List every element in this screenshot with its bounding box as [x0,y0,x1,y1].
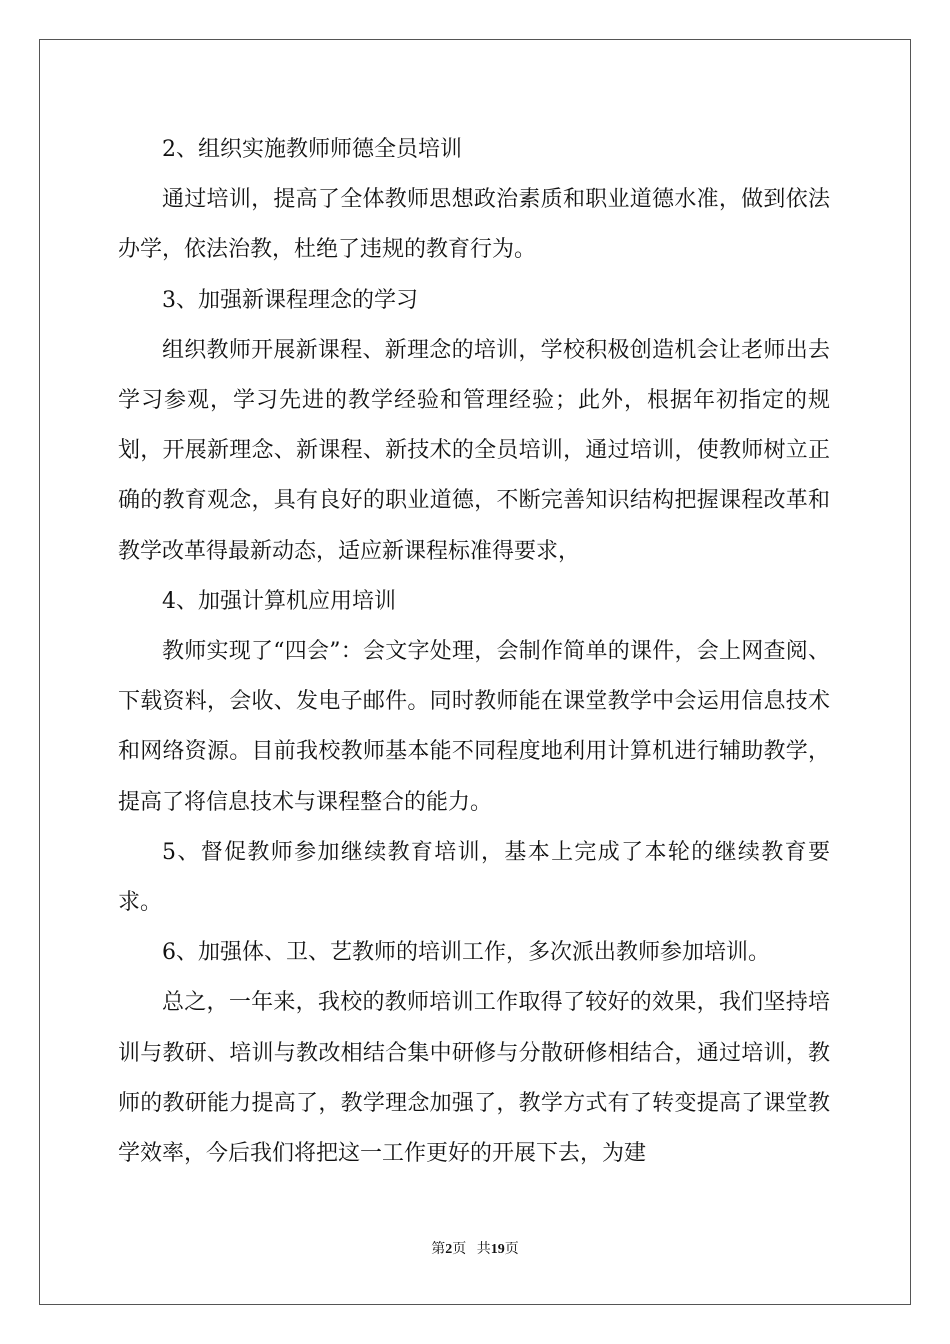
summary-paragraph: 总之，一年来，我校的教师培训工作取得了较好的效果，我们坚持培训与教研、培训与教改相结合集中研修与分散研修相结合，通过培训，教师的教研能力提高了，教学理念加强了，教学方式有了转变提高了课堂教学效率，今后我们将把这一工作更好的开展下去，为建 [118,990,830,1167]
paragraph: 教师实现了“四会”：会文字处理，会制作简单的课件，会上网查阅、下载资料，会收、发电子邮件。同时教师能在课堂教学中会运用信息技术和网络资源。目前我校教师基本能不同程度地利用计算机进行辅助教学，提高了将信息技术与课程整合的能力。 [118,639,830,815]
section-heading-3: 3、加强新课程理念的学习 [162,287,418,313]
page-footer [0,1238,950,1258]
page-number: 2 [445,1242,453,1257]
paragraph: 通过培训，提高了全体教师思想政治素质和职业道德水准，做到依法办学，依法治教，杜绝了违规的教育行为。 [118,187,830,263]
page-prefix: 第 [431,1242,446,1257]
total-pages: 19 [490,1242,505,1257]
section-heading-6: 6、加强体、卫、艺教师的培训工作，多次派出教师参加培训。 [162,940,770,966]
section-heading-4: 4、加强计算机应用培训 [162,588,396,614]
page-suffix: 页 [452,1242,467,1257]
total-prefix: 共 [476,1242,491,1257]
paragraph: 组织教师开展新课程、新理念的培训，学校积极创造机会让老师出去学习参观，学习先进的教学经验和管理经验；此外，根据年初指定的规划，开展新理念、新课程、新技术的全员培训，通过培训，使教师树立正确的教育观念，具有良好的职业道德，不断完善知识结构把握课程改革和教学改革得最新动态，适应新课程标准得要求， [118,337,830,564]
total-suffix: 页 [504,1242,519,1257]
section-heading-5: 5、督促教师参加继续教育培训，基本上完成了本轮的继续教育要求。 [118,839,830,916]
document-body [118,125,830,1179]
section-heading-2: 2、组织实施教师师德全员培训 [162,137,462,162]
